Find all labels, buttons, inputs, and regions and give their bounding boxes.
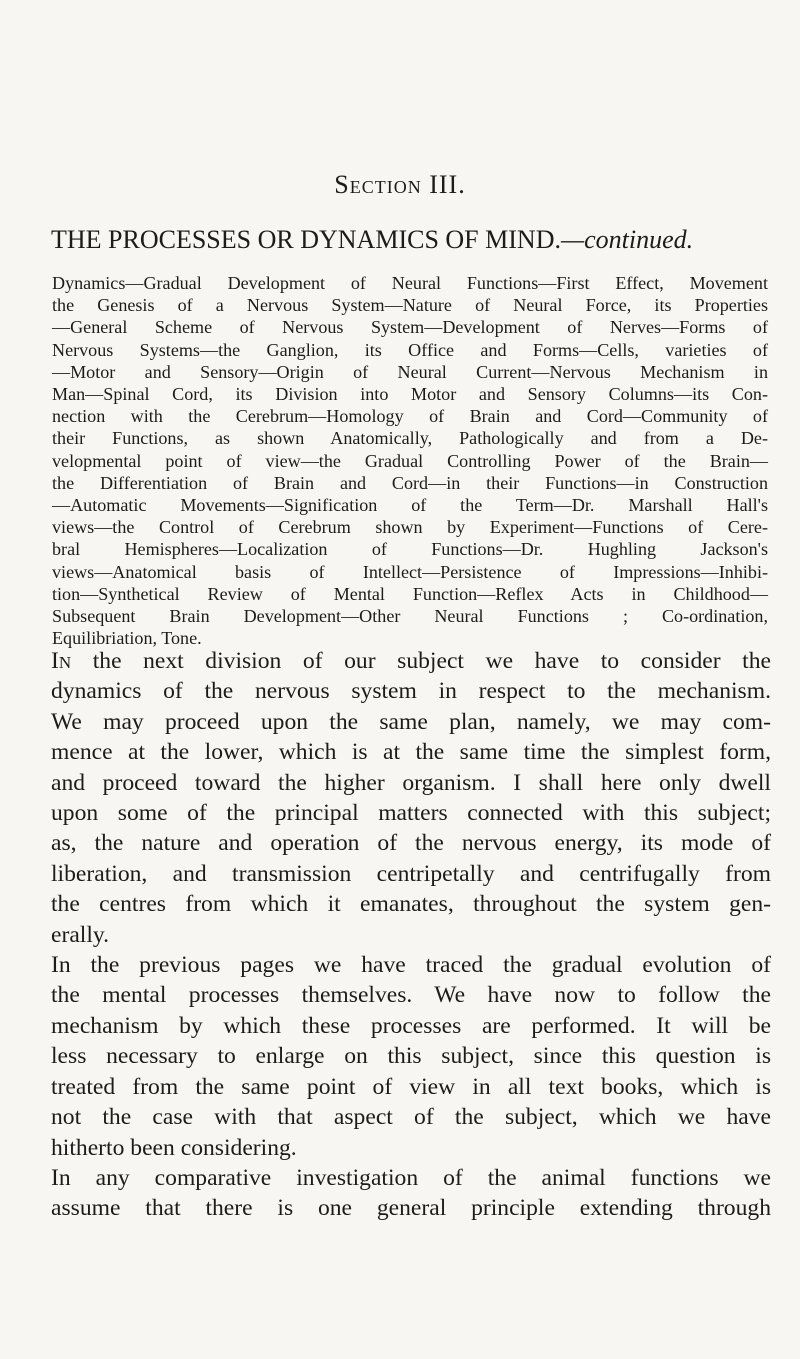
synopsis-line: Nervous Systems—the Ganglion, its Office and Forms—Cells, varieties of: [52, 339, 768, 360]
synopsis-line: nection with the Cerebrum—Homology of Brain and Cord—Community of: [52, 406, 768, 427]
paragraph-line: erally.: [51, 921, 110, 948]
synopsis-line: views—the Control of Cerebrum shown by Experiment—Functions of Cere-: [52, 517, 768, 538]
paragraph-line: and proceed toward the higher organism. I shall here only dwell: [51, 769, 771, 796]
paragraph-line: We may proceed upon the same plan, namely, we may com-: [51, 708, 771, 735]
paragraph-2: [51, 950, 771, 1163]
synopsis-line: —Automatic Movements—Signification of the Term—Dr. Marshall Hall's: [52, 495, 768, 516]
paragraph-1: [51, 646, 771, 950]
paragraph-line: [51, 646, 771, 676]
chapter-title-main: THE PROCESSES OR DYNAMICS OF MIND.: [51, 225, 561, 254]
chapter-title: [51, 225, 771, 255]
synopsis-line: bral Hemispheres—Localization of Functions—Dr. Hughling Jackson's: [52, 539, 768, 560]
paragraph-line: hitherto been considering.: [51, 1134, 297, 1161]
paragraph-line: In any comparative investigation of the animal functions we: [51, 1164, 771, 1191]
paragraph-line: mence at the lower, which is at the same time the simplest form,: [51, 739, 771, 766]
synopsis-line: the Genesis of a Nervous System—Nature of Neural Force, its Properties: [52, 295, 768, 316]
body-text: [51, 646, 771, 1224]
synopsis-line: views—Anatomical basis of Intellect—Persistence of Impressions—Inhibi-: [52, 561, 768, 582]
paragraph-line: treated from the same point of view in all text books, which is: [51, 1073, 771, 1100]
paragraph-line: In the previous pages we have traced the gradual evolution of: [51, 952, 771, 979]
paragraph-line: assume that there is one general principle extending through: [51, 1195, 771, 1222]
paragraph-line: the centres from which it emanates, throughout the system gen-: [51, 891, 771, 918]
paragraph-line: as, the nature and operation of the nervous energy, its mode of: [51, 830, 771, 857]
chapter-title-continued: —continued.: [560, 225, 694, 254]
section-label: Section III.: [334, 170, 466, 199]
paragraph-line: less necessary to enlarge on this subject, since this question is: [51, 1043, 771, 1070]
drop-word: In: [51, 648, 72, 674]
paragraph-line: dynamics of the nervous system in respect to the mechanism.: [51, 678, 771, 705]
synopsis-line: Dynamics—Gradual Development of Neural Functions—First Effect, Movement: [52, 273, 768, 293]
paragraph-line: the mental processes themselves. We have now to follow the: [51, 982, 771, 1009]
paragraph-line: liberation, and transmission centripetally and centrifugally from: [51, 860, 771, 887]
paragraph-line-rest: the next division of our subject we have to consider the: [71, 648, 771, 674]
synopsis-line: their Functions, as shown Anatomically, Pathologically and from a De-: [52, 428, 768, 449]
paragraph-line: upon some of the principal matters connected with this subject;: [51, 800, 771, 827]
synopsis-line: —General Scheme of Nervous System—Development of Nerves—Forms of: [52, 317, 768, 338]
synopsis-line: Man—Spinal Cord, its Division into Motor and Sensory Columns—its Con-: [52, 384, 768, 405]
paragraph-line: mechanism by which these processes are performed. It will be: [51, 1012, 771, 1039]
synopsis-line: Subsequent Brain Development—Other Neural Functions ; Co-ordination,: [52, 606, 768, 627]
synopsis-line: velopmental point of view—the Gradual Controlling Power of the Brain—: [52, 450, 768, 471]
synopsis-line: tion—Synthetical Review of Mental Function—Reflex Acts in Childhood—: [52, 583, 768, 604]
synopsis-line: —Motor and Sensory—Origin of Neural Current—Nervous Mechanism in: [52, 361, 768, 382]
synopsis-line: the Differentiation of Brain and Cord—in their Functions—in Construction: [52, 472, 768, 493]
synopsis-line: Equilibriation, Tone.: [52, 628, 202, 649]
paragraph-3: [51, 1163, 771, 1224]
paragraph-line: not the case with that aspect of the subject, which we have: [51, 1104, 771, 1131]
chapter-synopsis: [52, 272, 768, 649]
